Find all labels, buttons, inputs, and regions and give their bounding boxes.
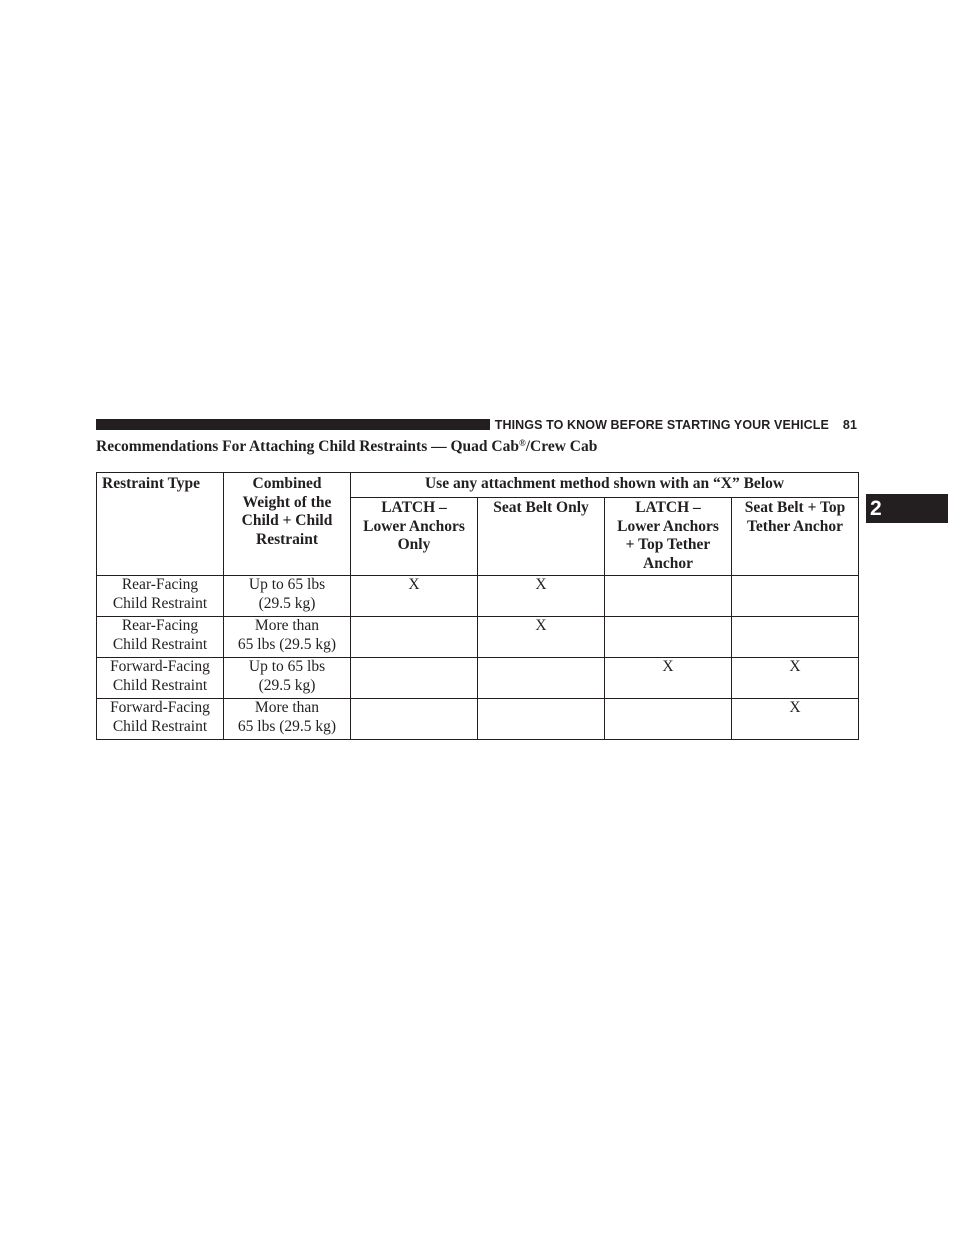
header-latch-top-tether: LATCH – Lower Anchors + Top Tether Anchor	[605, 498, 732, 576]
cell-mark-seat-belt: X	[478, 576, 605, 617]
cell-restraint-type: Forward-Facing Child Restraint	[97, 699, 224, 740]
cell-weight: Up to 65 lbs (29.5 kg)	[224, 576, 351, 617]
cell-mark-seat-belt	[478, 699, 605, 740]
header-seat-belt-top-tether: Seat Belt + Top Tether Anchor	[732, 498, 859, 576]
cell-mark-belt-tether	[732, 576, 859, 617]
cell-mark-seat-belt: X	[478, 617, 605, 658]
cell-mark-latch-tether	[605, 617, 732, 658]
cell-mark-latch-tether: X	[605, 658, 732, 699]
table-header-row	[97, 473, 859, 498]
cell-weight: More than 65 lbs (29.5 kg)	[224, 699, 351, 740]
cell-mark-latch-tether	[605, 699, 732, 740]
cell-mark-belt-tether	[732, 617, 859, 658]
cell-weight: Up to 65 lbs (29.5 kg)	[224, 658, 351, 699]
table-row	[97, 576, 859, 617]
header-rule-bar	[96, 419, 490, 430]
cell-mark-belt-tether: X	[732, 699, 859, 740]
section-title-main: Recommendations For Attaching Child Restraints — Quad Cab	[96, 438, 519, 455]
cell-mark-latch-lower: X	[351, 576, 478, 617]
registered-mark: ®	[518, 438, 526, 448]
running-head-section: THINGS TO KNOW BEFORE STARTING YOUR VEHICLE	[494, 418, 829, 432]
table-row	[97, 699, 859, 740]
cell-weight: More than 65 lbs (29.5 kg)	[224, 617, 351, 658]
cell-mark-latch-tether	[605, 576, 732, 617]
page-number: 81	[842, 418, 857, 432]
table-row	[97, 658, 859, 699]
header-restraint-type: Restraint Type	[97, 473, 224, 576]
cell-mark-latch-lower	[351, 699, 478, 740]
header-attachment-group: Use any attachment method shown with an “X” Below	[351, 473, 859, 498]
cell-mark-belt-tether: X	[732, 658, 859, 699]
child-restraint-table	[96, 472, 859, 740]
cell-mark-latch-lower	[351, 658, 478, 699]
chapter-tab: 2	[866, 494, 948, 523]
cell-restraint-type: Forward-Facing Child Restraint	[97, 658, 224, 699]
header-combined-weight: Combined Weight of the Child + Child Restraint	[224, 473, 351, 576]
header-latch-lower-anchors: LATCH – Lower Anchors Only	[351, 498, 478, 576]
cell-mark-latch-lower	[351, 617, 478, 658]
cell-restraint-type: Rear-Facing Child Restraint	[97, 617, 224, 658]
running-head	[494, 417, 857, 433]
section-title	[96, 438, 597, 456]
table-row	[97, 617, 859, 658]
cell-restraint-type: Rear-Facing Child Restraint	[97, 576, 224, 617]
header-seat-belt-only: Seat Belt Only	[478, 498, 605, 576]
section-title-suffix: /Crew Cab	[525, 438, 598, 455]
cell-mark-seat-belt	[478, 658, 605, 699]
